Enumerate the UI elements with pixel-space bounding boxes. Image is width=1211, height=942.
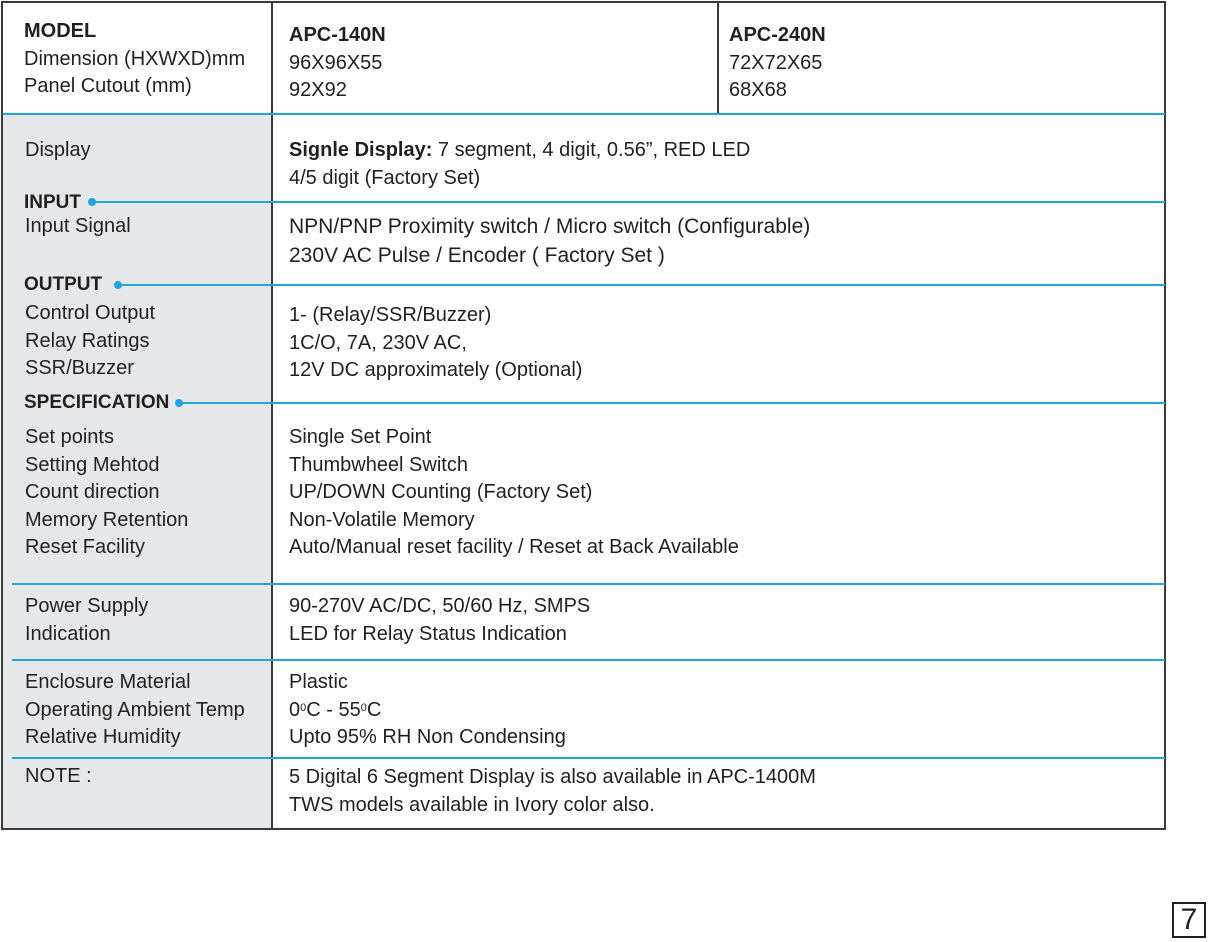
display-line-1: 7 segment, 4 digit, 0.56”, RED LED	[432, 139, 751, 161]
model-dimension: 72X72X65	[729, 51, 823, 74]
specification-value-line: Single Set Point	[289, 426, 432, 448]
model-cutout: 92X92	[289, 79, 347, 101]
specification-value-line: UP/DOWN Counting (Factory Set)	[289, 481, 593, 503]
note-line: TWS models available in Ivory color also.	[289, 793, 655, 816]
section-specification: SPECIFICATION	[24, 392, 170, 413]
output-values	[289, 302, 582, 385]
model-apc-140n	[289, 22, 386, 105]
power-value-line: 90-270V AC/DC, 50/60 Hz, SMPS	[289, 595, 591, 617]
model-apc-240n	[729, 22, 826, 105]
power-value-line: LED for Relay Status Indication	[289, 622, 567, 645]
model-cutout: 68X68	[729, 79, 787, 101]
input-signal-label: Input Signal	[25, 215, 131, 237]
input-value-line: NPN/PNP Proximity switch / Micro switch (Configurable)	[289, 215, 811, 238]
specification-value-line: Auto/Manual reset facility / Reset at Back Available	[289, 536, 739, 558]
relay-ratings-label: Relay Ratings	[25, 329, 150, 352]
indication-label: Indication	[25, 622, 111, 645]
ambient-temp-label: Operating Ambient Temp	[25, 698, 245, 721]
enclosure-material-label: Enclosure Material	[25, 671, 191, 693]
note-values	[289, 764, 816, 819]
specification-connector-dot	[175, 399, 183, 407]
model-name: APC-240N	[729, 24, 826, 46]
header-divider	[3, 113, 1165, 115]
count-direction-label: Count direction	[25, 481, 160, 503]
output-connector-dot	[114, 281, 122, 289]
specification-value-line: Thumbwheel Switch	[289, 453, 468, 476]
output-labels	[25, 300, 155, 383]
display-value	[289, 137, 750, 192]
reset-facility-label: Reset Facility	[25, 536, 146, 558]
control-output-label: Control Output	[25, 302, 156, 324]
specification-connector-line	[179, 402, 272, 404]
output-value-line: 1C/O, 7A, 230V AC,	[289, 331, 467, 354]
dimension-label: Dimension (HXWXD)mm	[24, 47, 246, 70]
enclosure-plastic: Plastic	[289, 671, 348, 693]
input-signal-value	[289, 212, 810, 270]
section-output: OUTPUT	[24, 274, 103, 295]
specification-value-line: Non-Volatile Memory	[289, 508, 475, 531]
enclosure-values	[289, 669, 566, 752]
memory-retention-label: Memory Retention	[25, 508, 189, 531]
model-dimension: 96X96X55	[289, 51, 383, 74]
setting-method-label: Setting Mehtod	[25, 453, 160, 476]
model-name: APC-140N	[289, 24, 386, 46]
ssr-buzzer-label: SSR/Buzzer	[25, 357, 134, 379]
power-supply-label: Power Supply	[25, 595, 149, 617]
note-line: 5 Digital 6 Segment Display is also available in APC-1400M	[289, 766, 816, 788]
input-connector-dot	[88, 198, 96, 206]
power-values	[289, 593, 590, 648]
row-divider-input	[272, 284, 1165, 286]
enclosure-temp: $0^0C - 55^0C$	[289, 698, 382, 721]
section-input: INPUT	[24, 192, 81, 213]
enclosure-humidity: Upto 95% RH Non Condensing	[289, 726, 566, 748]
row-divider-power	[12, 659, 1165, 661]
set-points-label: Set points	[25, 426, 114, 448]
output-connector-line	[118, 284, 272, 286]
model-label: MODEL	[24, 20, 97, 42]
display-prefix: Signle Display:	[289, 139, 433, 161]
input-value-line: 230V AC Pulse / Encoder ( Factory Set )	[289, 244, 665, 267]
input-connector-line	[92, 201, 272, 203]
relative-humidity-label: Relative Humidity	[25, 726, 181, 748]
row-divider-specification	[12, 583, 1165, 585]
row-divider-display	[272, 201, 1165, 203]
power-labels	[25, 593, 148, 648]
row-divider-enclosure	[12, 757, 1165, 759]
note-label: NOTE :	[25, 765, 92, 787]
header-labels	[24, 18, 245, 101]
display-line-2: 4/5 digit (Factory Set)	[289, 166, 481, 189]
output-value-line: 1- (Relay/SSR/Buzzer)	[289, 304, 492, 326]
column-divider	[271, 1, 273, 830]
model-column-divider	[717, 1, 719, 114]
page-number: 7	[1172, 902, 1206, 938]
display-label: Display	[25, 139, 91, 161]
specification-labels	[25, 424, 188, 562]
enclosure-labels	[25, 669, 245, 752]
output-value-line: 12V DC approximately (Optional)	[289, 359, 583, 381]
panel-cutout-label: Panel Cutout (mm)	[24, 75, 192, 97]
specification-values	[289, 424, 739, 562]
row-divider-output	[272, 402, 1165, 404]
